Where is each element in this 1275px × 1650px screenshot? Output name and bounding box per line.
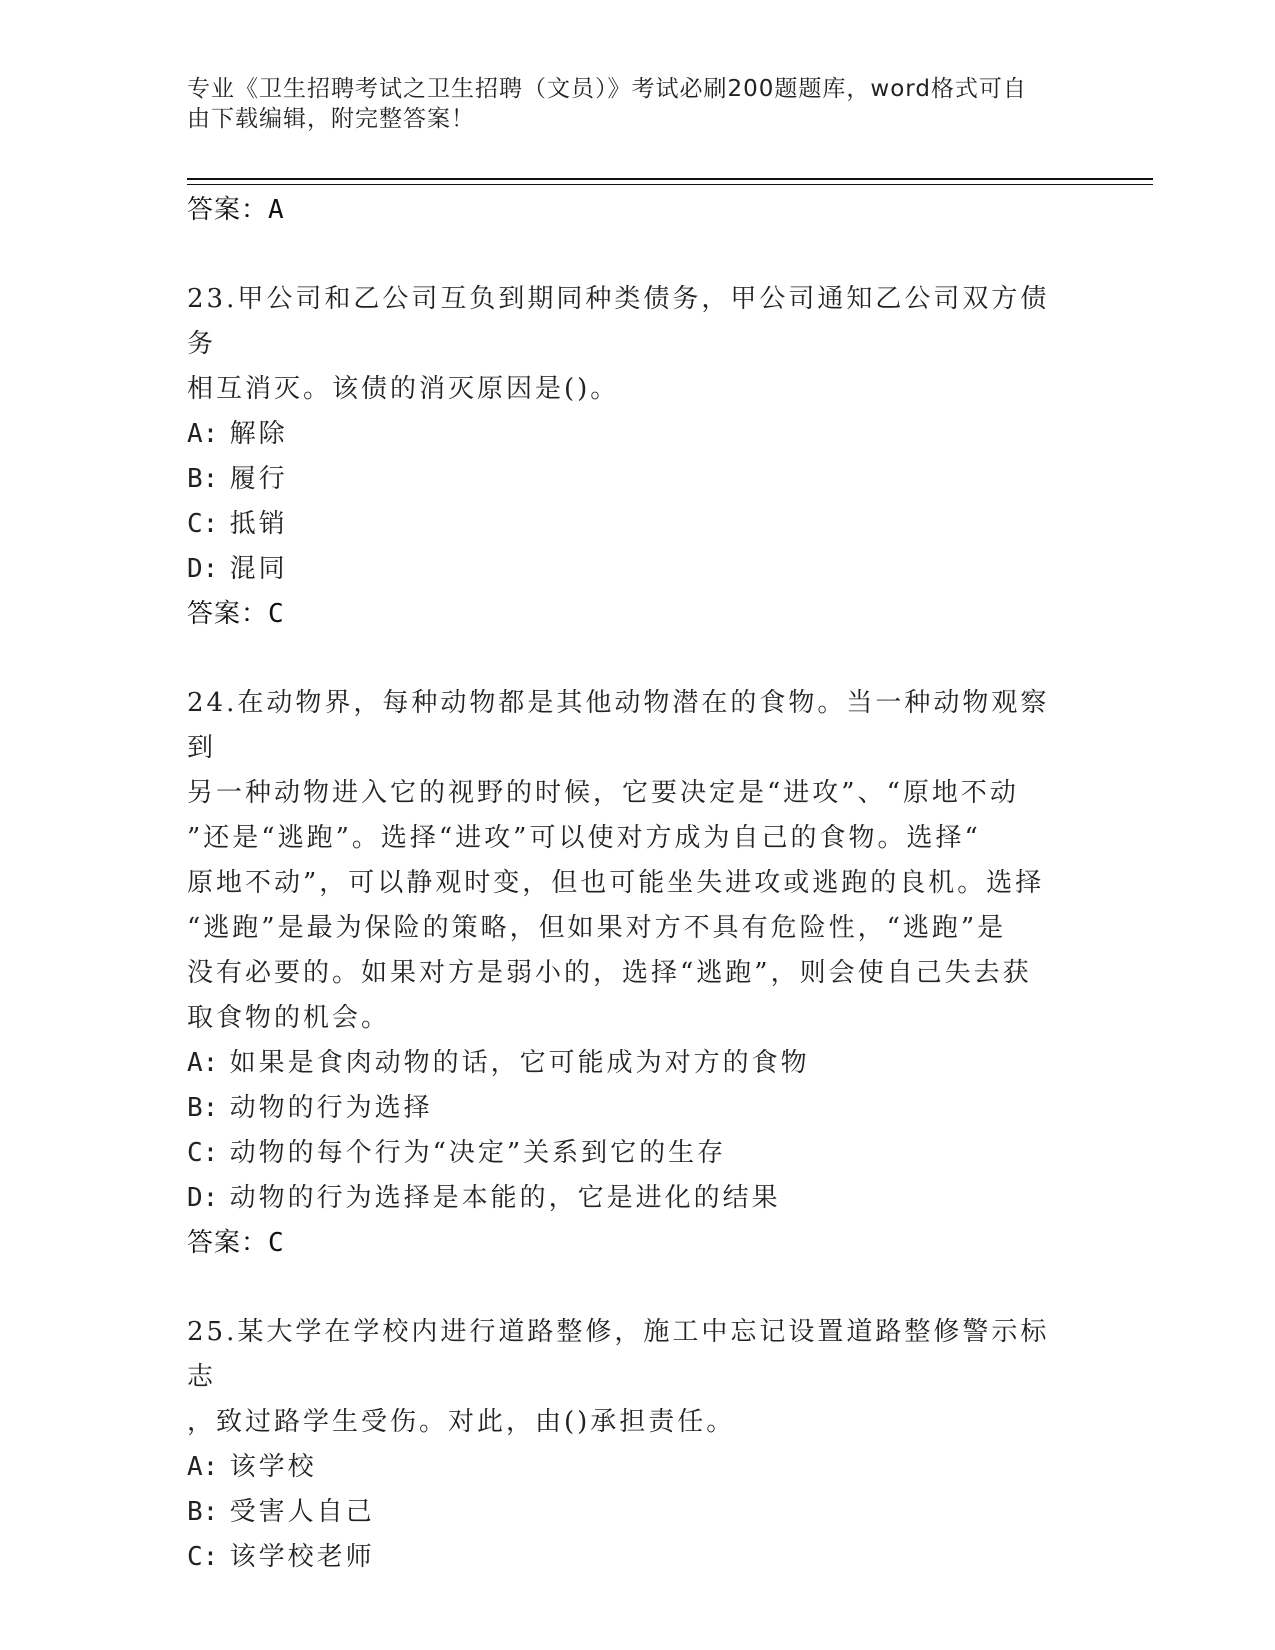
option-text: 该学校老师 bbox=[229, 1542, 375, 1572]
stem-line: ，致过路学生受伤。对此，由()承担责任。 bbox=[187, 1407, 736, 1437]
option-letter: B: bbox=[187, 1497, 219, 1527]
question-25 bbox=[187, 1310, 1067, 1580]
option-c bbox=[187, 1131, 1067, 1176]
option-a bbox=[187, 412, 1067, 457]
header-line-1: 专业《卫生招聘考试之卫生招聘（文员）》考试必刷200题题库，word格式可自 bbox=[187, 76, 1027, 102]
question-stem bbox=[187, 681, 1067, 1041]
option-d bbox=[187, 1176, 1067, 1221]
header-line-2: 由下载编辑，附完整答案！ bbox=[187, 106, 475, 132]
question-stem bbox=[187, 277, 1067, 412]
option-letter: D: bbox=[187, 1183, 219, 1213]
document-body bbox=[187, 188, 1067, 1580]
answer-label: 答案： bbox=[187, 1228, 269, 1258]
option-text: 受害人自己 bbox=[229, 1497, 375, 1527]
stem-line: 相互消灭。该债的消灭原因是()。 bbox=[187, 374, 620, 404]
option-a bbox=[187, 1041, 1067, 1086]
answer-value: C bbox=[268, 1228, 285, 1258]
header-rule-thin bbox=[187, 184, 1153, 185]
option-b bbox=[187, 1490, 1067, 1535]
stem-line: 另一种动物进入它的视野的时候，它要决定是“进攻”、“原地不动 bbox=[187, 778, 1019, 808]
option-letter: A: bbox=[187, 419, 219, 449]
answer-label: 答案： bbox=[187, 599, 269, 629]
option-c bbox=[187, 502, 1067, 547]
option-letter: B: bbox=[187, 1093, 219, 1123]
question-23 bbox=[187, 277, 1067, 637]
option-text: 该学校 bbox=[229, 1452, 317, 1482]
option-letter: C: bbox=[187, 509, 219, 539]
answer-line bbox=[187, 1221, 1067, 1266]
option-letter: C: bbox=[187, 1138, 219, 1168]
option-text: 如果是食肉动物的话，它可能成为对方的食物 bbox=[229, 1048, 810, 1078]
option-b bbox=[187, 457, 1067, 502]
stem-line: “逃跑”是最为保险的策略，但如果对方不具有危险性，“逃跑”是 bbox=[187, 913, 1007, 943]
answer-value: A bbox=[268, 195, 285, 225]
header-rule-thick bbox=[187, 178, 1153, 180]
option-text: 混同 bbox=[229, 554, 288, 584]
option-a bbox=[187, 1445, 1067, 1490]
option-text: 动物的行为选择 bbox=[229, 1093, 433, 1123]
option-letter: A: bbox=[187, 1452, 219, 1482]
question-24 bbox=[187, 681, 1067, 1266]
option-letter: C: bbox=[187, 1542, 219, 1572]
stem-line: 25.某大学在学校内进行道路整修，施工中忘记设置道路整修警示标志 bbox=[187, 1317, 1050, 1392]
option-text: 抵销 bbox=[229, 509, 288, 539]
option-letter: A: bbox=[187, 1048, 219, 1078]
option-text: 动物的每个行为“决定”关系到它的生存 bbox=[229, 1138, 727, 1168]
answer-line bbox=[187, 592, 1067, 637]
stem-line: 原地不动”，可以静观时变，但也可能坐失进攻或逃跑的良机。选择 bbox=[187, 868, 1045, 898]
answer-label: 答案： bbox=[187, 195, 269, 225]
option-d bbox=[187, 547, 1067, 592]
document-header bbox=[187, 74, 1067, 134]
option-letter: B: bbox=[187, 464, 219, 494]
question-stem bbox=[187, 1310, 1067, 1445]
answer-value: C bbox=[268, 599, 285, 629]
option-b bbox=[187, 1086, 1067, 1131]
stem-line: ”还是“逃跑”。选择“进攻”可以使对方成为自己的食物。选择“ bbox=[187, 823, 981, 853]
option-text: 履行 bbox=[229, 464, 288, 494]
answer-line bbox=[187, 188, 1067, 233]
option-text: 动物的行为选择是本能的，它是进化的结果 bbox=[229, 1183, 781, 1213]
option-text: 解除 bbox=[229, 419, 288, 449]
stem-line: 24.在动物界，每种动物都是其他动物潜在的食物。当一种动物观察到 bbox=[187, 688, 1050, 763]
stem-line: 取食物的机会。 bbox=[187, 1003, 391, 1033]
option-letter: D: bbox=[187, 554, 219, 584]
stem-line: 23.甲公司和乙公司互负到期同种类债务，甲公司通知乙公司双方债务 bbox=[187, 284, 1050, 359]
stem-line: 没有必要的。如果对方是弱小的，选择“逃跑”，则会使自己失去获 bbox=[187, 958, 1032, 988]
option-c bbox=[187, 1535, 1067, 1580]
